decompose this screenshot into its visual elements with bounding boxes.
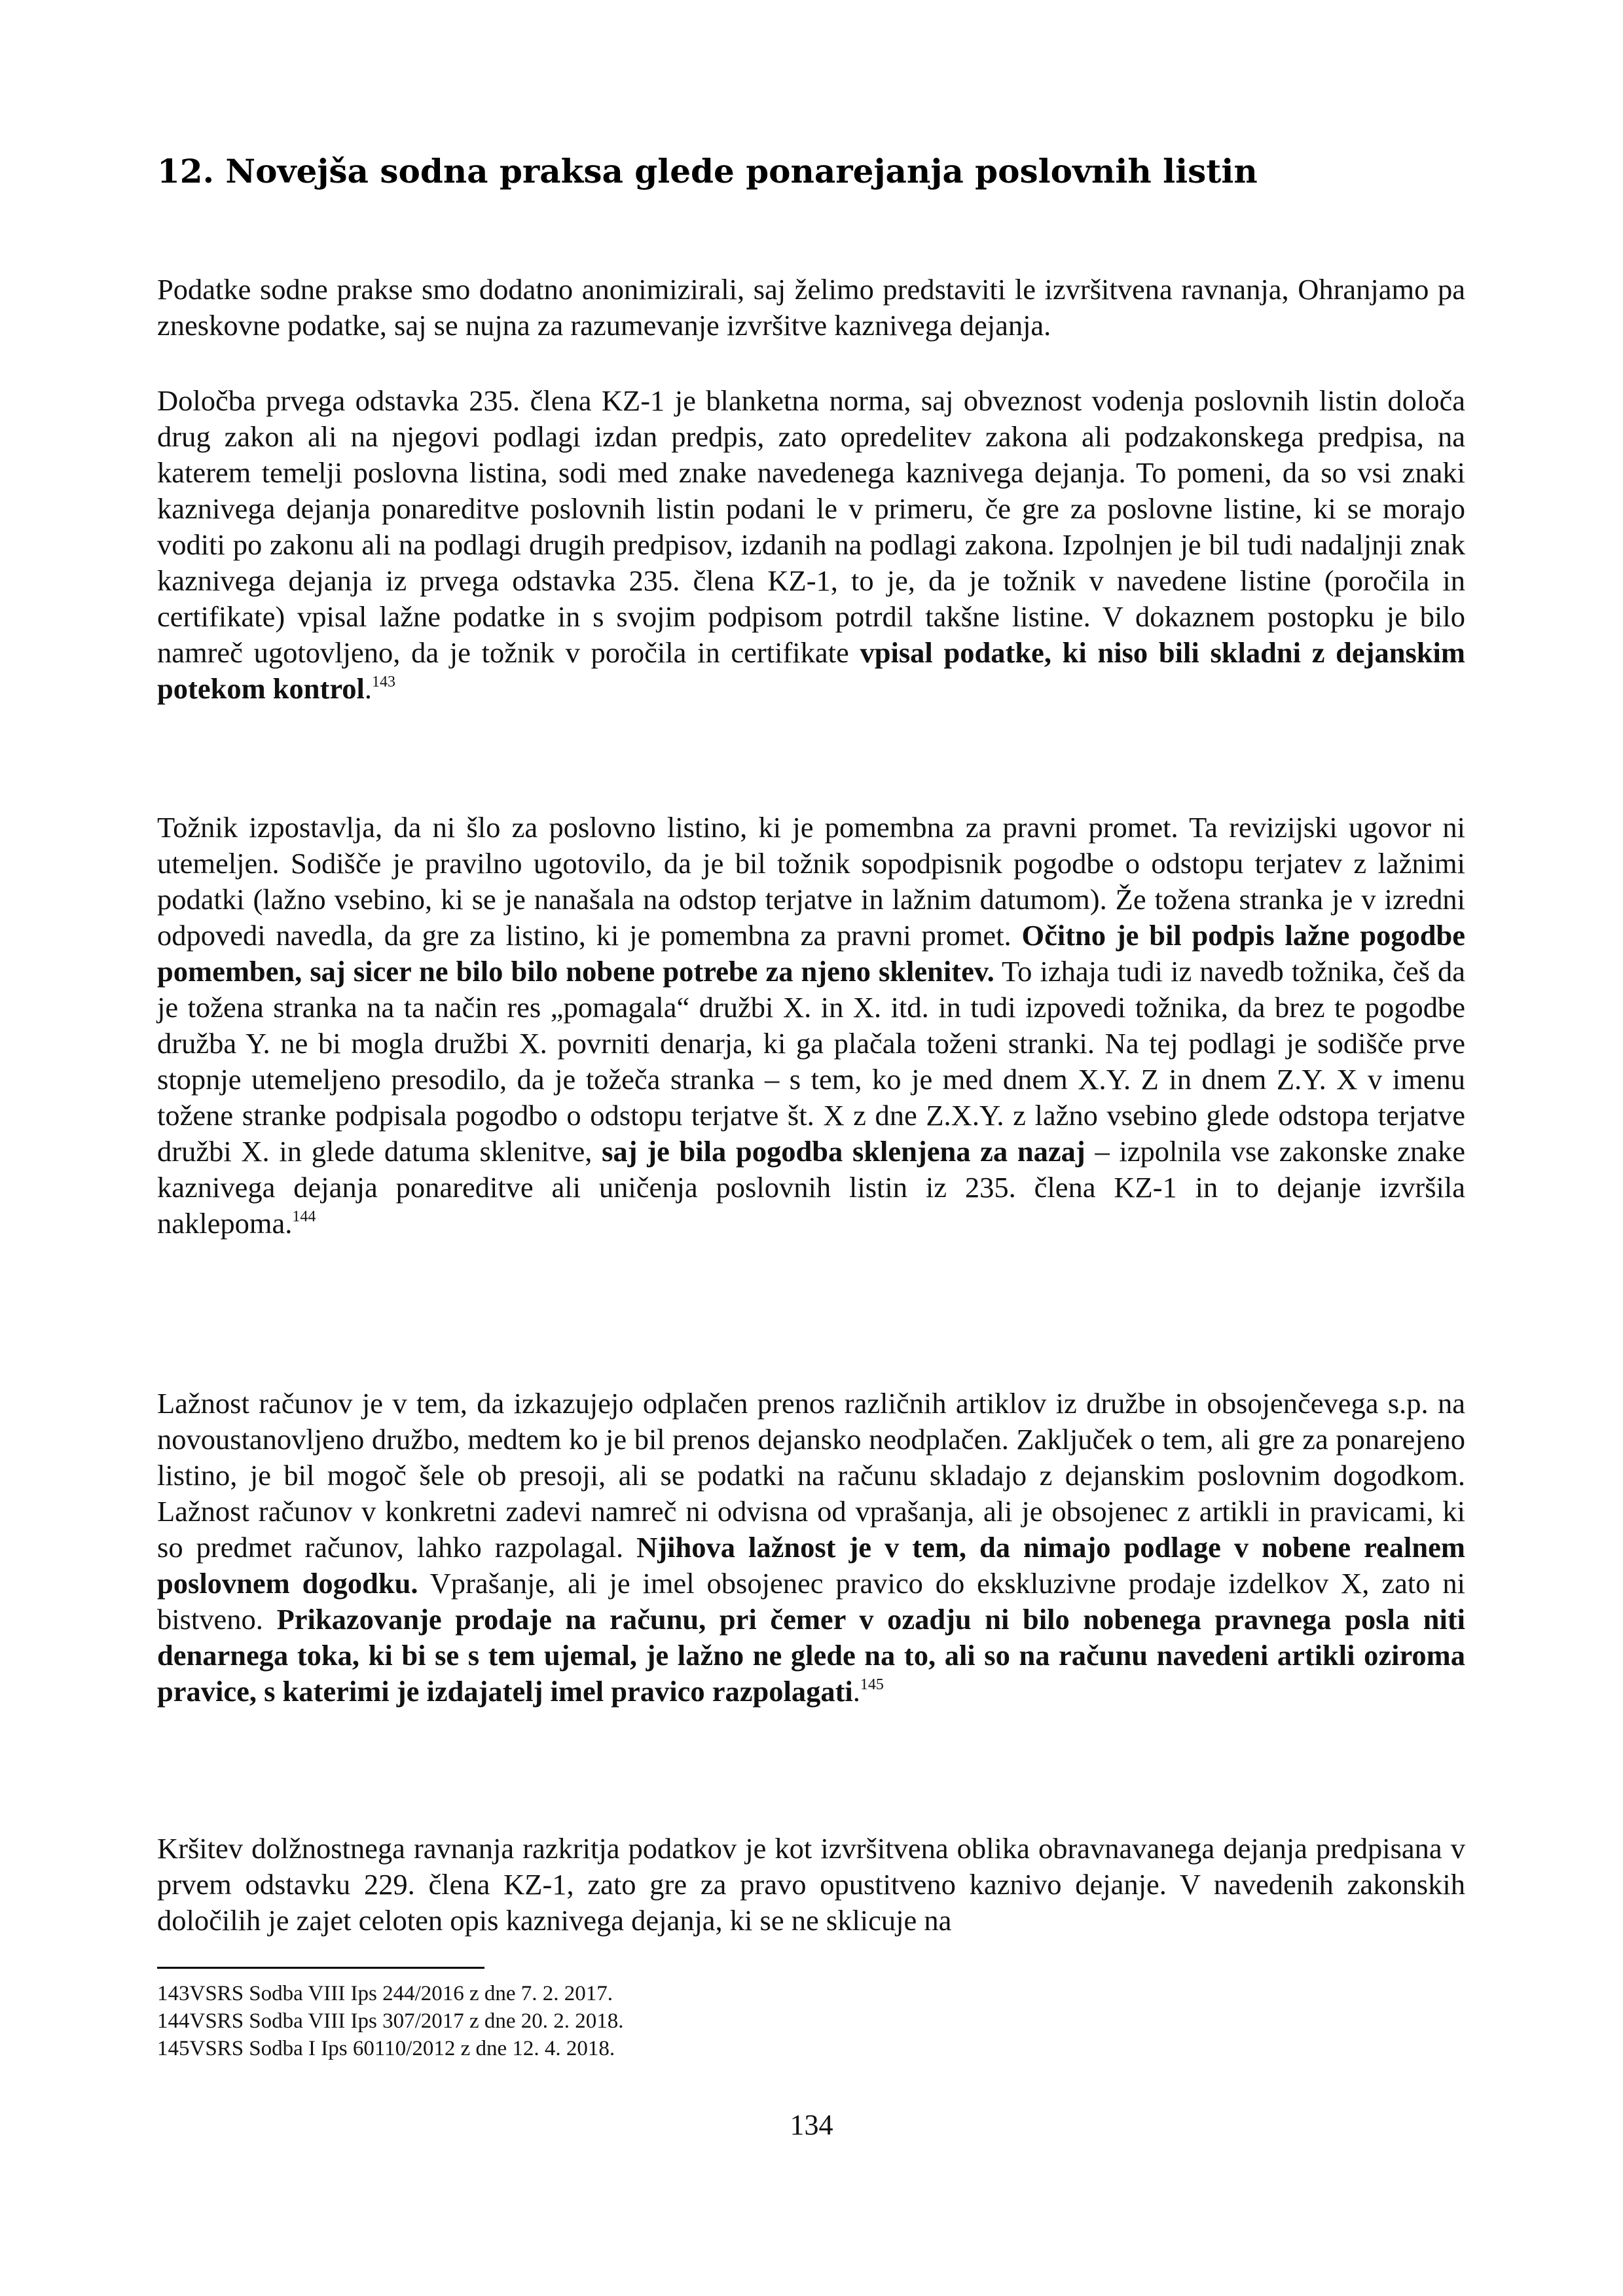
paragraph-text: . (852, 1675, 860, 1708)
footnote-reference: 145 (860, 1676, 884, 1694)
footnotes (157, 1980, 1465, 2062)
paragraph-text: Podatke sodne prakse smo dodatno anonimizirali, saj želimo predstaviti le izvršitvena ravnanja, Ohranjamo pa zneskovne podatke, saj se nujna za razumevanje izvršitve kaznivega dejanja. (157, 273, 1465, 342)
footnote-reference: 143 (372, 673, 396, 691)
bold-emphasis: Očitno je bil podpis lažne pogodbe pomemben, saj sicer ne bilo bilo nobene potrebe za njeno sklenitev. (157, 919, 1465, 988)
paragraph-blanket-norm (157, 383, 1465, 707)
paragraph-text: Lažnost računov je v tem, da izkazujejo odplačen prenos različnih artiklov iz družbe in obsojenčevega s.p. na novoustanovljeno družbo, medtem ko je bil prenos dejansko neodplačen. Zaključek o tem, ali gre za ponarejeno listino, je bil mogoč šele ob presoji, ali se podatki na računu skladajo z dejanskim poslovnim dogodkom. Lažnost računov v konkretni zadevi namreč ni odvisna od vprašanja, ali je obsojenec z artikli in pravicami, ki so predmet računov, lahko razpolagal. (157, 1387, 1465, 1564)
bold-emphasis: Prikazovanje prodaje na računu, pri čemer v ozadju ni bilo nobenega pravnega posla niti denarnega toka, ki bi se s tem ujemal, je lažno ne glede na to, ali so na računu navedeni artikli oziroma pravice, s katerimi je izdajatelj imel pravico razpolagati (157, 1603, 1465, 1708)
paragraph-text: Tožnik izpostavlja, da ni šlo za poslovno listino, ki je pomembna za pravni promet. Ta revizijski ugovor ni utemeljen. Sodišče je pravilno ugotovilo, da je bil tožnik sopodpisnik pogodbe o odstopu terjatev z lažnimi podatki (lažno vsebino, ki se je nanašala na odstop terjatve in lažnim datumom). Že tožena stranka je v izredni odpovedi navedla, da gre za listino, ki je pomembna za pravni promet. (157, 811, 1465, 952)
paragraph-text: Določba prvega odstavka 235. člena KZ-1 je blanketna norma, saj obveznost vodenja poslovnih listin določa drug zakon ali na njegovi podlagi izdan predpis, zato opredelitev zakona ali podzakonskega predpisa, na katerem temelji poslovna listina, sodi med znake navedenega kaznivega dejanja. To pomeni, da so vsi znaki kaznivega dejanja ponareditve poslovnih listin podani le v primeru, če gre za poslovne listine, ki se morajo voditi po zakonu ali na podlagi drugih predpisov, izdanih na podlagi zakona. Izpolnjen je bil tudi nadaljnji znak kaznivega dejanja iz prvega odstavka 235. člena KZ-1, to je, da je tožnik v navedene listine (poročila in certifikate) vpisal lažne podatke in s svojim podpisom potrdil takšne listine. V dokaznem postopku je bilo namreč ugotovljeno, da je tožnik v poročila in certifikate (157, 384, 1465, 669)
footnote-145: 145VSRS Sodba I Ips 60110/2012 z dne 12. 4. 2018. (157, 2037, 615, 2060)
paragraph-text: – izpolnila vse zakonske znake kaznivega dejanja ponareditve ali uničenja poslovnih listin iz 235. člena KZ-1 in to dejanje izvršila naklepoma. (157, 1135, 1465, 1240)
paragraph-anonymization (157, 272, 1465, 344)
footnote-144: 144VSRS Sodba VIII Ips 307/2017 z dne 20. 2. 2018. (157, 2009, 624, 2033)
bold-emphasis: saj je bila pogodba sklenjena za nazaj (602, 1135, 1085, 1168)
paragraph-text: . (364, 672, 373, 705)
footnote-separator (157, 1967, 484, 1969)
paragraph-false-invoices (157, 1386, 1465, 1710)
section-heading: 12. Novejša sodna praksa glede ponarejanja poslovnih listin (157, 152, 1258, 190)
bold-emphasis: vpisal podatke, ki niso bili skladni z dejanskim potekom kontrol (157, 636, 1465, 705)
paragraph-text: Vprašanje, ali je imel obsojenec pravico do ekskluzivne prodaje izdelkov X, zato ni bistveno. (157, 1567, 1465, 1636)
paragraph-text: To izhaja tudi iz navedb tožnika, češ da je tožena stranka na ta način res „pomagala“ družbi X. in X. itd. in tudi izpovedi tožnika, da brez te pogodbe družba Y. ne bi mogla družbi X. povrniti denarja, ki ga plačala toženi stranki. Na tej podlagi je sodišče prve stopnje utemeljeno presodilo, da je tožeča stranka – s tem, ko je med dnem X.Y. Z in dnem Z.Y. X v imenu tožene stranke podpisala pogodbo o odstopu terjatve št. X z dne Z.X.Y. z lažno vsebino glede odstopa terjatve družbi X. in glede datuma sklenitve, (157, 955, 1465, 1168)
bold-emphasis: Njihova lažnost je v tem, da nimajo podlage v nobene realnem poslovnem dogodku. (157, 1531, 1465, 1600)
footnote-143: 143VSRS Sodba VIII Ips 244/2016 z dne 7. 2. 2017. (157, 1982, 613, 2005)
paragraph-false-contract (157, 810, 1465, 1242)
paragraph-disclosure-duty (157, 1831, 1465, 1939)
paragraph-text: Kršitev dolžnostnega ravnanja razkritja podatkov je kot izvršitvena oblika obravnavanega dejanja predpisana v prvem odstavku 229. člena KZ-1, zato gre za pravo opustitveno kaznivo dejanje. V navedenih zakonskih določilih je zajet celoten opis kaznivega dejanja, ki se ne sklicuje na (157, 1832, 1465, 1937)
footnote-reference: 144 (292, 1208, 316, 1226)
page-number: 134 (790, 2109, 833, 2141)
